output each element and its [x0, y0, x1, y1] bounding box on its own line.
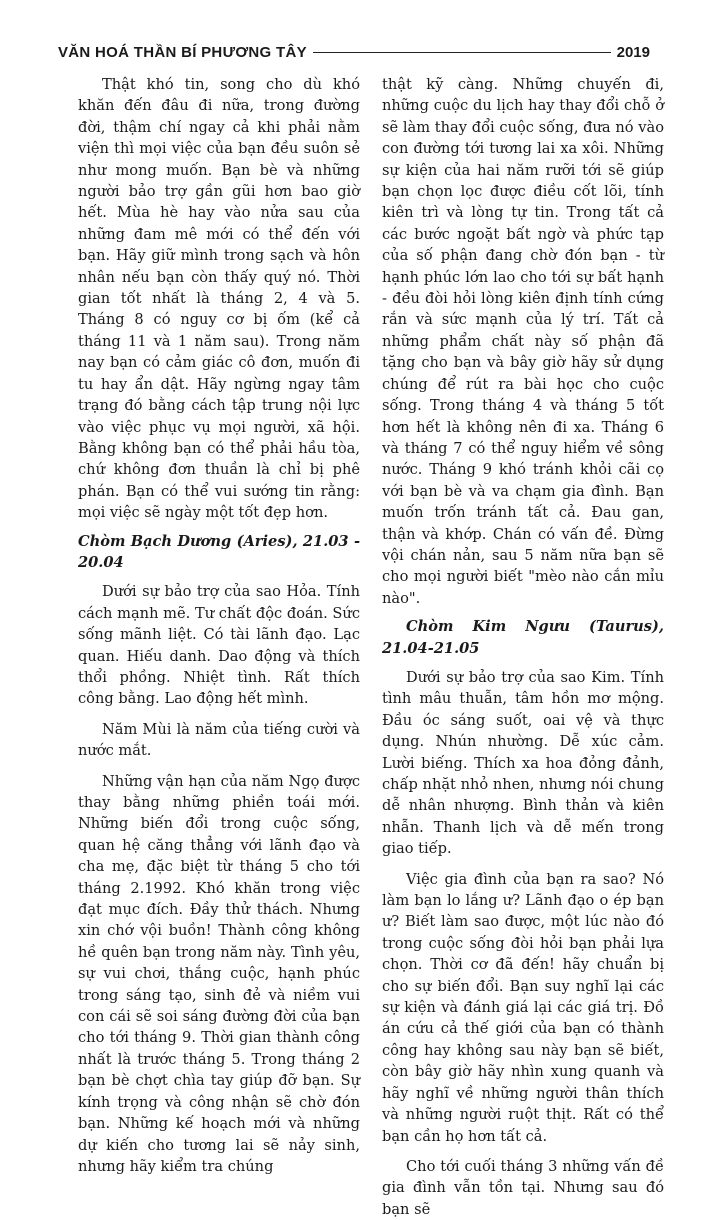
book-title: VĂN HOÁ THẦN BÍ PHƯƠNG TÂY: [58, 43, 307, 61]
paragraph: Thật khó tin, song cho dù khó khăn đến đâu đi nữa, trong đường đời, thậm chí ngay cả khi phải nằm viện thì mọi việc của bạn đều suôn sẻ như mong muốn. Bạn bè và những người bảo trợ gần gũi hơn bao giờ hết. Mùa hè hay vào nửa sau của những đam mê mới có thể đến với bạn. Hãy giữ mình trong sạch và hôn nhân nếu bạn còn thấy quý nó. Thời gian tốt nhất là tháng 2, 4 và 5. Tháng 8 có nguy cơ bị ốm (kể cả tháng 11 và 1 năm sau). Trong năm nay bạn có cảm giác cô đơn, muốn đi tu hay ẩn dật. Hãy ngừng ngay tâm trạng đó bằng cách tập trung nội lực vào việc phục vụ mọi người, xã hội. Bằng không bạn có thể phải hầu tòa, chứ không đơn thuần là chỉ bị phê phán. Bạn có thể vui sướng tin rằng: mọi việc sẽ ngày một tốt đẹp hơn.: [78, 76, 360, 522]
paragraph: thật kỹ càng. Những chuyến đi, những cuộc du lịch hay thay đổi chỗ ở sẽ làm thay đổi cuộc sống, đưa nó vào con đường tới tương lai xa xôi. Những sự kiện của hai năm rưỡi tới sẽ giúp bạn chọn lọc được điều cốt lõi, tính kiên trì và lòng tự tin. Trong tất cả các bước ngoặt bất ngờ và phức tạp của số phận đang chờ đón bạn - từ hạnh phúc lớn lao cho tới sự bất hạnh - đều đòi hỏi lòng kiên định tính cứng rắn và sức mạnh của lý trí. Tất cả những phẩm chất này số phận đã tặng cho bạn và bây giờ hãy sử dụng chúng để rút ra bài học cho cuộc sống. Trong tháng 4 và tháng 5 tốt hơn hết là không nên đi xa. Tháng 6 và tháng 7 có thể nguy hiểm về sông nước. Tháng 9 khó tránh khỏi cãi cọ với bạn bè và va chạm gia đình. Bạn muốn trốn tránh tất cả. Đau gan, thận và khớp. Chán có vấn đề. Đừng vội chán nản, sau 5 năm nữa bạn sẽ cho mọi người biết "mèo nào cắn mỉu nào".: [382, 76, 664, 607]
paragraph: Dưới sự bảo trợ của sao Hỏa. Tính cách mạnh mẽ. Tư chất độc đoán. Sức sống mãnh liệt. Có tài lãnh đạo. Lạc quan. Hiếu danh. Dao động và thích thổi phồng. Nhiệt tình. Rất thích công bằng. Lao động hết mình.: [78, 583, 360, 708]
running-header: [58, 42, 650, 62]
paragraph: Việc gia đình của bạn ra sao? Nó làm bạn lo lắng ư? Lãnh đạo o ép bạn ư? Biết làm sao được, một lúc nào đó trong cuộc sống đòi hỏi bạn phải lựa chọn. Thời cơ đã đến! hãy chuẩn bị cho sự biến đổi. Bạn suy nghĩ lại các sự kiện và đánh giá lại các giá trị. Đồ án cứu cả thế giới của bạn có thành công hay không sau này bạn sẽ biết, còn bây giờ hãy nhìn xung quanh và hãy nghĩ về những người thân thích và những người ruột thịt. Rất có thể bạn cần họ hơn tất cả.: [382, 870, 664, 1145]
section-heading-aries: Chòm Bạch Dương (Aries), 21.03 - 20.04: [78, 532, 360, 571]
left-column: [78, 74, 360, 1175]
paragraph: Những vận hạn của năm Ngọ được thay bằng những phiền toái mới. Những biến đổi trong cuộc sống, quan hệ căng thẳng với lãnh đạo và cha mẹ, đặc biệt từ tháng 5 cho tới tháng 2.1992. Khó khăn trong việc đạt mục đích. Đầy thử thách. Nhưng xin chớ vội buồn! Thành công không hề quên bạn trong năm này. Tình yêu, sự vui chơi, thắng cuộc, hạnh phúc trong sáng tạo, sinh đẻ và niềm vui con cái sẽ soi sáng đường đời của bạn cho tới tháng 9. Thời gian thành công nhất là trước tháng 5. Trong tháng 2 bạn bè chợt chìa tay giúp đỡ bạn. Sự kính trọng và công nhận sẽ chờ đón bạn. Những kế hoạch mới và những dự kiến cho tương lai sẽ nảy sinh, nhưng hãy kiểm tra chúng: [78, 772, 360, 1175]
paragraph: Cho tới cuối tháng 3 những vấn đề gia đình vẫn tồn tại. Nhưng sau đó bạn sẽ: [382, 1157, 664, 1218]
paragraph: Năm Mùi là năm của tiếng cười và nước mắt.: [78, 720, 360, 760]
page-number: 2019: [616, 43, 650, 61]
paragraph: Dưới sự bảo trợ của sao Kim. Tính tình mâu thuẫn, tâm hồn mơ mộng. Đầu óc sáng suốt, oai vệ và thực dụng. Nhún nhường. Dễ xúc cảm. Lười biếng. Thích xa hoa đỏng đảnh, chấp nhặt nhỏ nhen, nhưng nói chung dễ nhân nhượng. Bình thản và kiên nhẫn. Thanh lịch và dễ mến trong giao tiếp.: [382, 668, 664, 858]
header-rule: [313, 52, 611, 53]
section-heading-taurus: Chòm Kim Ngưu (Taurus), 21.04-21.05: [382, 618, 664, 657]
right-column: [382, 74, 664, 1218]
